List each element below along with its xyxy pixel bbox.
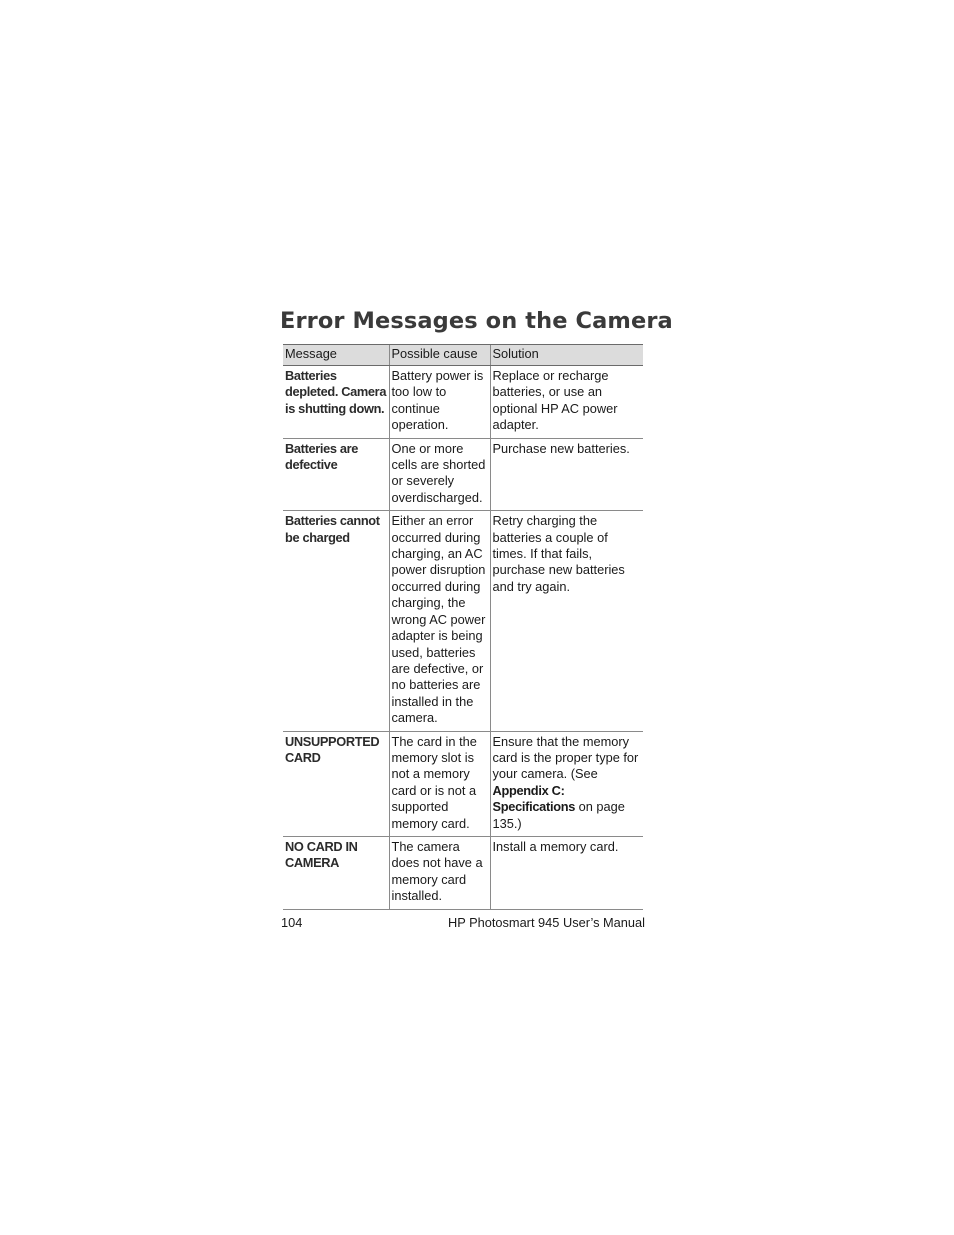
page-title: Error Messages on the Camera (280, 308, 673, 334)
row-cause: The camera does not have a memory card installed. (389, 836, 490, 909)
row-solution: Purchase new batteries. (490, 438, 643, 511)
row-cause: Battery power is too low to continue operation. (389, 366, 490, 439)
table-row (283, 511, 643, 731)
row-message: Batteries cannot be charged (283, 511, 389, 731)
solution-text-end: on page 135.) (492, 799, 625, 831)
solution-text-start: Ensure that the memory card is the proper type for your camera. (See (492, 733, 639, 782)
manual-title: HP Photosmart 945 User’s Manual (447, 915, 645, 930)
header-message: Message (283, 345, 389, 366)
page-number: 104 (281, 915, 303, 930)
table-row (283, 731, 643, 836)
row-message: NO CARD IN CAMERA (283, 836, 389, 909)
row-message: UNSUPPORTED CARD (283, 731, 389, 836)
row-cause: Either an error occurred during charging, an AC power disruption occurred during charging, the wrong AC power adapter is being used, batteries are defective, or no batteries are installed in the camera. (389, 511, 490, 731)
row-message: Batteries depleted. Camera is shutting down. (283, 366, 389, 439)
row-solution: Retry charging the batteries a couple of times. If that fails, purchase new batteries and try again. (490, 511, 643, 731)
row-solution (490, 731, 643, 836)
header-possible-cause: Possible cause (389, 345, 490, 366)
row-cause: One or more cells are shorted or severely overdischarged. (389, 438, 490, 511)
row-solution: Install a memory card. (490, 836, 643, 909)
header-solution: Solution (490, 345, 643, 366)
table-header-row (283, 345, 643, 366)
row-cause: The card in the memory slot is not a memory card or is not a supported memory card. (389, 731, 490, 836)
table-row (283, 438, 643, 511)
appendix-c-reference-link[interactable]: Appendix C: Specifications (492, 782, 576, 815)
error-messages-table (283, 344, 643, 910)
table-row (283, 836, 643, 909)
row-solution: Replace or recharge batteries, or use an optional HP AC power adapter. (490, 366, 643, 439)
table-row (283, 366, 643, 439)
row-message: Batteries are defective (283, 438, 389, 511)
